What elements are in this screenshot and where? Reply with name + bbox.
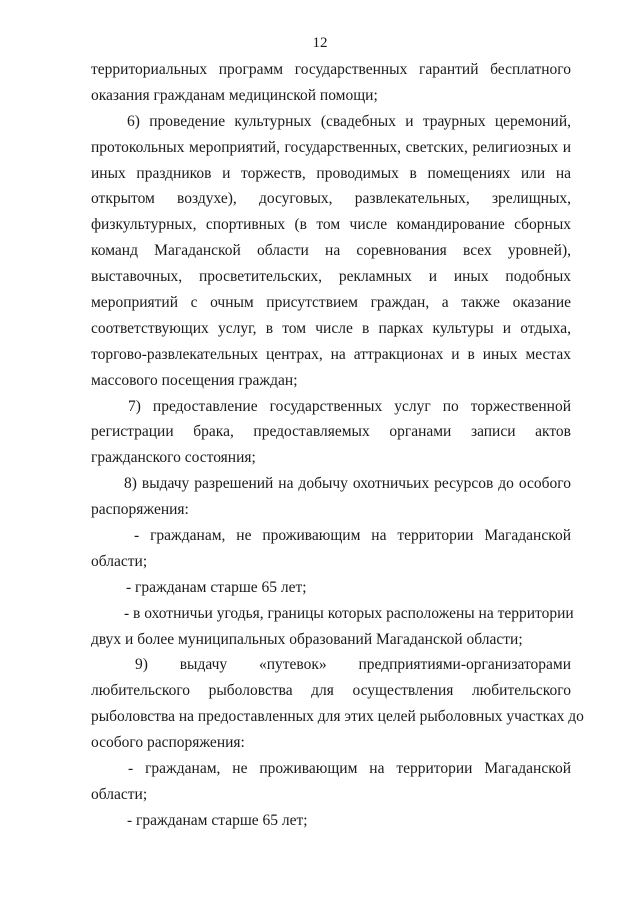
text-line: рыболовства на предоставленных для этих целей рыболовных участках до (91, 708, 584, 726)
text-line: - гражданам старше 65 лет; (127, 811, 308, 829)
text-line: территориальных программ государственных гарантий бесплатного (91, 61, 571, 78)
text-line: - в охотничьи угодья, границы которых расположены на территории (124, 604, 574, 622)
text-line: 7) предоставление государственных услуг по торжественной (128, 397, 571, 415)
text-line: - гражданам, не проживающим на территории Магаданской (128, 760, 571, 778)
text-line: команд Магаданской области на соревнования всех уровней), (91, 242, 571, 260)
text-line: области; (91, 785, 148, 803)
text-line: - гражданам старше 65 лет; (126, 578, 307, 596)
page-number: 12 (312, 35, 328, 51)
text-line: торгово-развлекательных центрах, на аттракционах и в иных местах (91, 345, 571, 363)
text-line: открытом воздухе), досуговых, развлекательных, зрелищных, (91, 190, 571, 208)
text-line: области; (91, 552, 148, 570)
text-line: физкультурных, спортивных (в том числе командирование сборных (91, 216, 571, 234)
text-line: протокольных мероприятий, государственных, светских, религиозных и (91, 138, 571, 156)
text-line: распоряжения: (91, 501, 189, 519)
text-line: гражданского состояния; (91, 449, 256, 467)
text-line: любительского рыболовства для осуществления любительского (91, 682, 571, 700)
text-line: 9) выдачу «путевок» предприятиями-организаторами (135, 656, 571, 674)
text-line: - гражданам, не проживающим на территории Магаданской (134, 527, 571, 545)
text-line: оказания гражданам медицинской помощи; (91, 86, 378, 104)
text-line: массового посещения граждан; (91, 371, 298, 389)
document-body (91, 57, 584, 834)
text-line: иных праздников и торжеств, проводимых в помещениях или на (91, 164, 571, 182)
text-line: соответствующих услуг, в том числе в парках культуры и отдыха, (91, 319, 571, 337)
text-line: 6) проведение культурных (свадебных и траурных церемоний, (127, 112, 571, 130)
text-line: особого распоряжения: (91, 734, 245, 752)
text-line: мероприятий с очным присутствием граждан, а также оказание (91, 294, 571, 312)
text-line: выставочных, просветительских, рекламных и иных подобных (91, 268, 571, 286)
text-line: 8) выдачу разрешений на добычу охотничьих ресурсов до особого (124, 475, 571, 493)
text-line: регистрации брака, предоставляемых органами записи актов (91, 423, 571, 441)
text-line: двух и более муниципальных образований Магаданской области; (91, 630, 523, 648)
